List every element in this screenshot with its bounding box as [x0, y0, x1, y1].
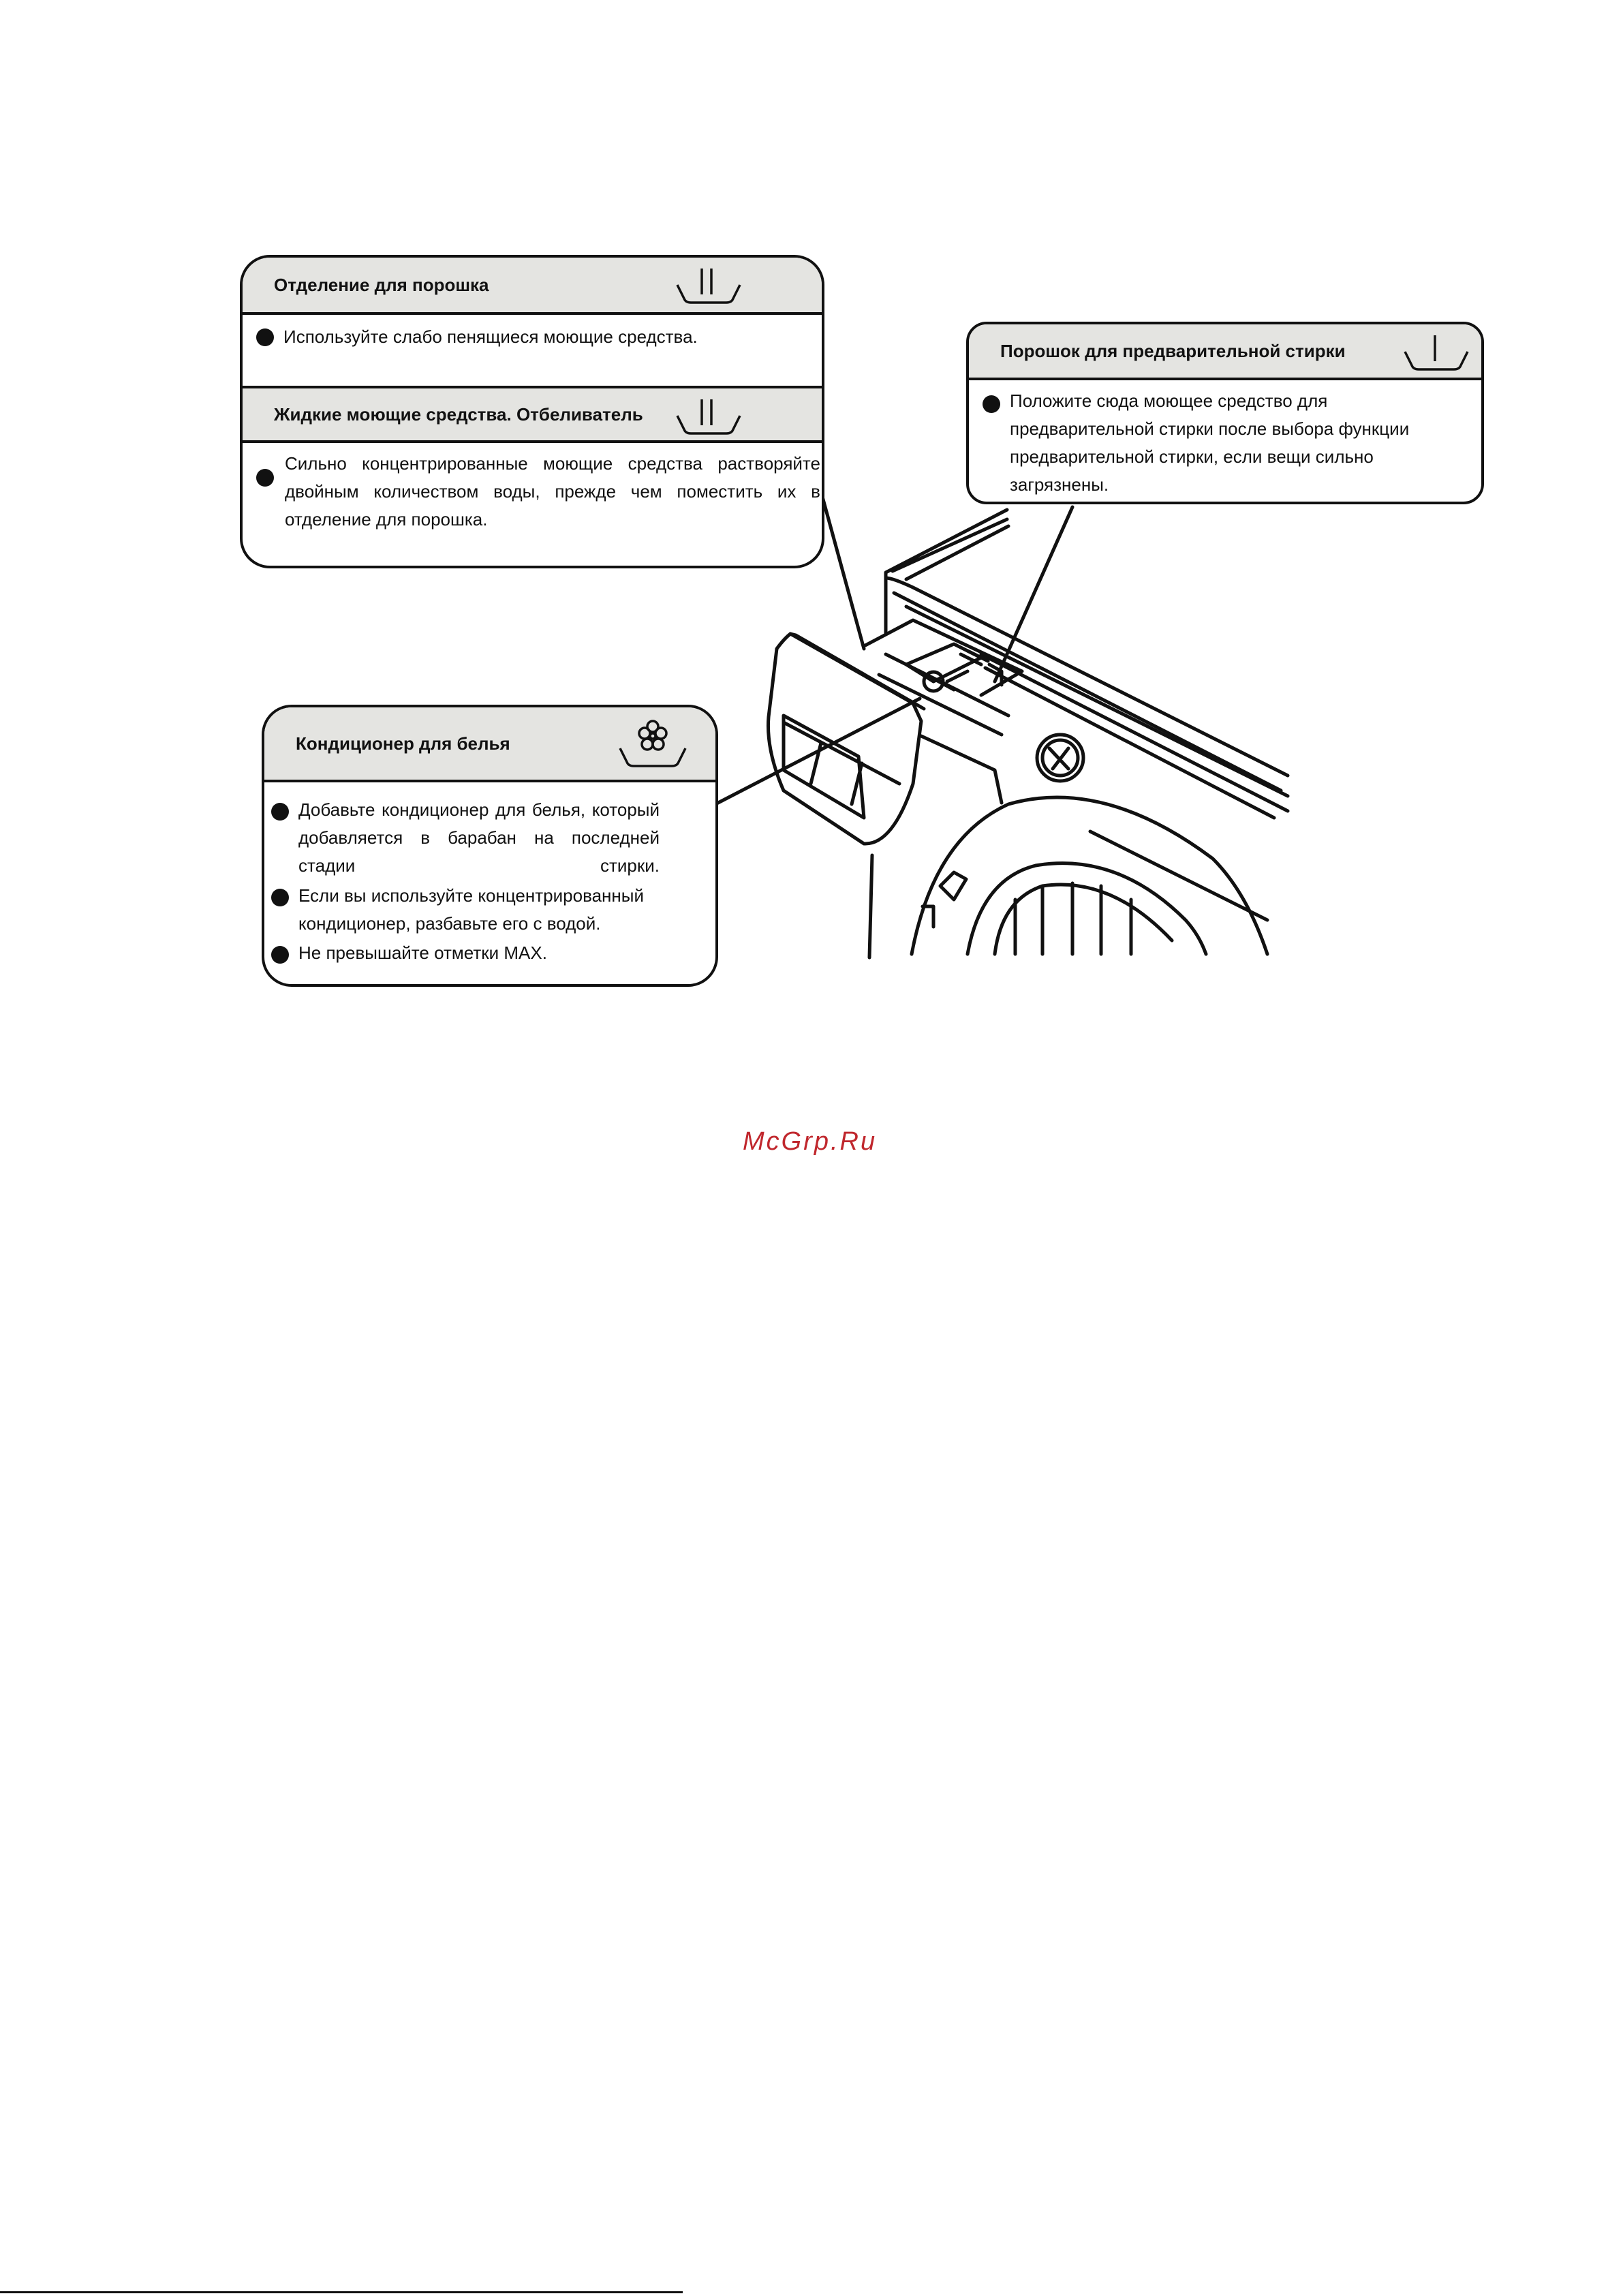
door-latch: [923, 872, 966, 927]
prewash-box-header: [969, 324, 1481, 380]
softener-box: [262, 705, 718, 987]
liquid-box-header: [243, 386, 822, 443]
door-outer: [912, 797, 1267, 954]
liquid-box-title: Жидкие моющие средства. Отбеливатель: [274, 403, 643, 425]
prewash-item-text: Положите сюда моющее средство для предварительной стирки после выбора функции предварительной стирки, если вещи сильно загрязнены.: [1010, 391, 1410, 495]
softener-item-text: Если вы используйте концентрированный кондиционер, разбавьте его с водой.: [298, 885, 644, 934]
powder-box-title: Отделение для порошка: [274, 274, 489, 295]
softener-box-header: [264, 707, 715, 782]
prewash-box: [966, 322, 1484, 504]
liquid-item-text: Сильно концентрированные моющие средства растворяйте двойным количеством воды, прежде чем поместить их в отделение для порошка.: [285, 453, 820, 530]
powder-compartment-box: [240, 255, 824, 568]
powder-box-header: [243, 258, 822, 315]
softener-item-text: Добавьте кондиционер для белья, который добавляется в барабан на последней стадии стирки.: [298, 799, 660, 876]
powder-item-0: [256, 323, 808, 356]
machine-top-outline: [886, 510, 1007, 634]
door-glass: [995, 885, 1172, 954]
program-knob-mark: [1049, 748, 1068, 769]
flower-softener-icon: [617, 718, 688, 773]
softener-item-text: Не превышайте отметки MAX.: [298, 943, 547, 963]
detergent-tray-icon: [675, 395, 743, 439]
drawer-handle: [784, 722, 899, 804]
watermark-text: McGrp.Ru: [743, 1127, 878, 1156]
leader-line-powder: [820, 489, 864, 649]
softener-box-title: Кондиционер для белья: [296, 733, 510, 754]
powder-item-text: Используйте слабо пенящиеся моющие средства.: [283, 326, 698, 347]
bullet: [271, 946, 289, 964]
bullet: [256, 328, 274, 346]
prewash-box-title: Порошок для предварительной стирки: [1000, 340, 1346, 361]
bullet: [983, 395, 1000, 413]
liquid-item-0: [256, 450, 820, 538]
bullet: [271, 889, 289, 906]
prewash-tray-icon: [1402, 331, 1470, 375]
prewash-item-0: [983, 387, 1468, 503]
bullet: [271, 803, 289, 821]
machine-left-edge: [869, 855, 872, 958]
bullet: [256, 469, 274, 487]
detergent-tray-icon: [675, 264, 743, 308]
footer-rule: [0, 2291, 683, 2293]
